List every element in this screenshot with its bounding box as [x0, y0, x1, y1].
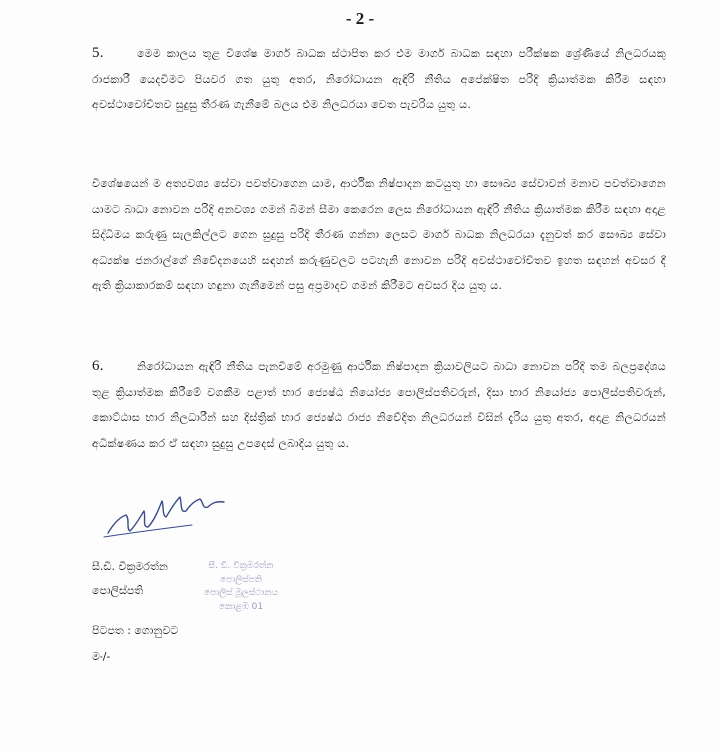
- paragraph-text: මෙම කාලය තුළ විශේෂ මාර්ග බාධක ස්ථාපිත කර එම මාර්ග බාධක සඳහා පරීක්ෂක ශ්‍රේණියේ නිලධරයකු රාජකාරී යෙදවීමට පියවර ගත යුතු අතර, නිරෝධායන ඇඳිරි නීතිය අපේක්ෂිත පරිදි ක්‍රියාත්මක කිරීම සඳහා අවස්ථාවෝචිතව සුදුසු තීරණ ගැනීමේ බලය එම නිලධරයා වෙත පැවරිය යුතු ය.: [92, 47, 666, 112]
- paragraph-text: විශේෂයෙන් ම අත්‍යවශ්‍ය සේවා පවත්වාගෙන යාම, ආර්ථික නිෂ්පාදන කටයුතු හා සෞඛ්‍ය සේවාවන් මනාව පවත්වාගෙන යාමට බාධා නොවන පරිදි අනවශ්‍ය ගමන් බිමන් සීමා කෙරෙන ලෙස නිරෝධායන ඇඳිරි නීතිය ක්‍රියාත්මක කිරීම සඳහා අදාළ සිද්ධිමය කරුණු සැලකිල්ලට ගෙන සුදුසු පරිදි තීරණ ගන්නා ලෙසට මාර්ග බාධක නිලධරයා දැනුවත් කර සෞඛ්‍ය සේවා අධ්‍යක්ෂ ජනරාල්ගේ නිවේදනයෙහි සඳහන් කරුණුවලට පටහැනි නොවන පරිදි අවස්ථාවෝචිතව ඉහත සඳහන් අවසර දී ඇති ක්‍රියාකාරකම් සඳහා හඳුනා ගැනීමෙන් පසු අප්‍රමාදව ගමන් කිරීමට අවසර දිය යුතු ය.: [92, 177, 666, 293]
- page-number: - 2 -: [345, 9, 375, 28]
- copy-to: පිටපත : ගොනුවට: [92, 624, 179, 637]
- signature-graphic: [100, 475, 230, 545]
- reference-code: මං/-: [92, 650, 111, 663]
- stamp-office: පොලිස් මූලස්ථානය: [203, 588, 279, 598]
- signatory-title: පොලිස්පති: [92, 584, 144, 597]
- official-stamp: [176, 560, 306, 614]
- signatory-name: සී.ඩී. වික්‍රමරත්න: [92, 560, 168, 573]
- paragraph-5: [92, 41, 666, 118]
- paragraph-number: 5.: [92, 45, 104, 61]
- paragraph-number: 6.: [92, 358, 104, 374]
- stamp-title: පොලිස්පති: [220, 574, 262, 585]
- stamp-location: කොළඹ 01: [218, 601, 264, 612]
- paragraph-text: නිරෝධායන ඇඳිරි නීතිය පැනවීමේ අරමුණු ආර්ථික නිෂ්පාදන ක්‍රියාවලියට බාධා නොවන පරිදි තම බලප්‍රදේශය තුළ ක්‍රියාත්මක කිරීමේ වගකීම පළාත් භාර ජ්‍යෙෂ්ඨ නියෝජ්‍ය පොලිස්පතිවරුන්, දිසා භාර නියෝජ්‍ය පොලිස්පතිවරුන්, කොට්ඨාස භාර නිලධාරීන් සහ දිස්ත්‍රික් භාර ජ්‍යෙෂ්ඨ රාජ්‍ය නිවේදිත නිලධරයන් විසින් දැරිය යුතු අතර, අදාළ නිලධරයන් අධීක්ෂණය කර ඒ සඳහා සුදුසු උපදෙස් ලබාදිය යුතු ය.: [92, 360, 666, 450]
- stamp-name: සී. ඩී. වික්‍රමරත්න: [208, 561, 274, 571]
- paragraph-6: [92, 354, 666, 456]
- paragraph-5-continued: [92, 171, 666, 299]
